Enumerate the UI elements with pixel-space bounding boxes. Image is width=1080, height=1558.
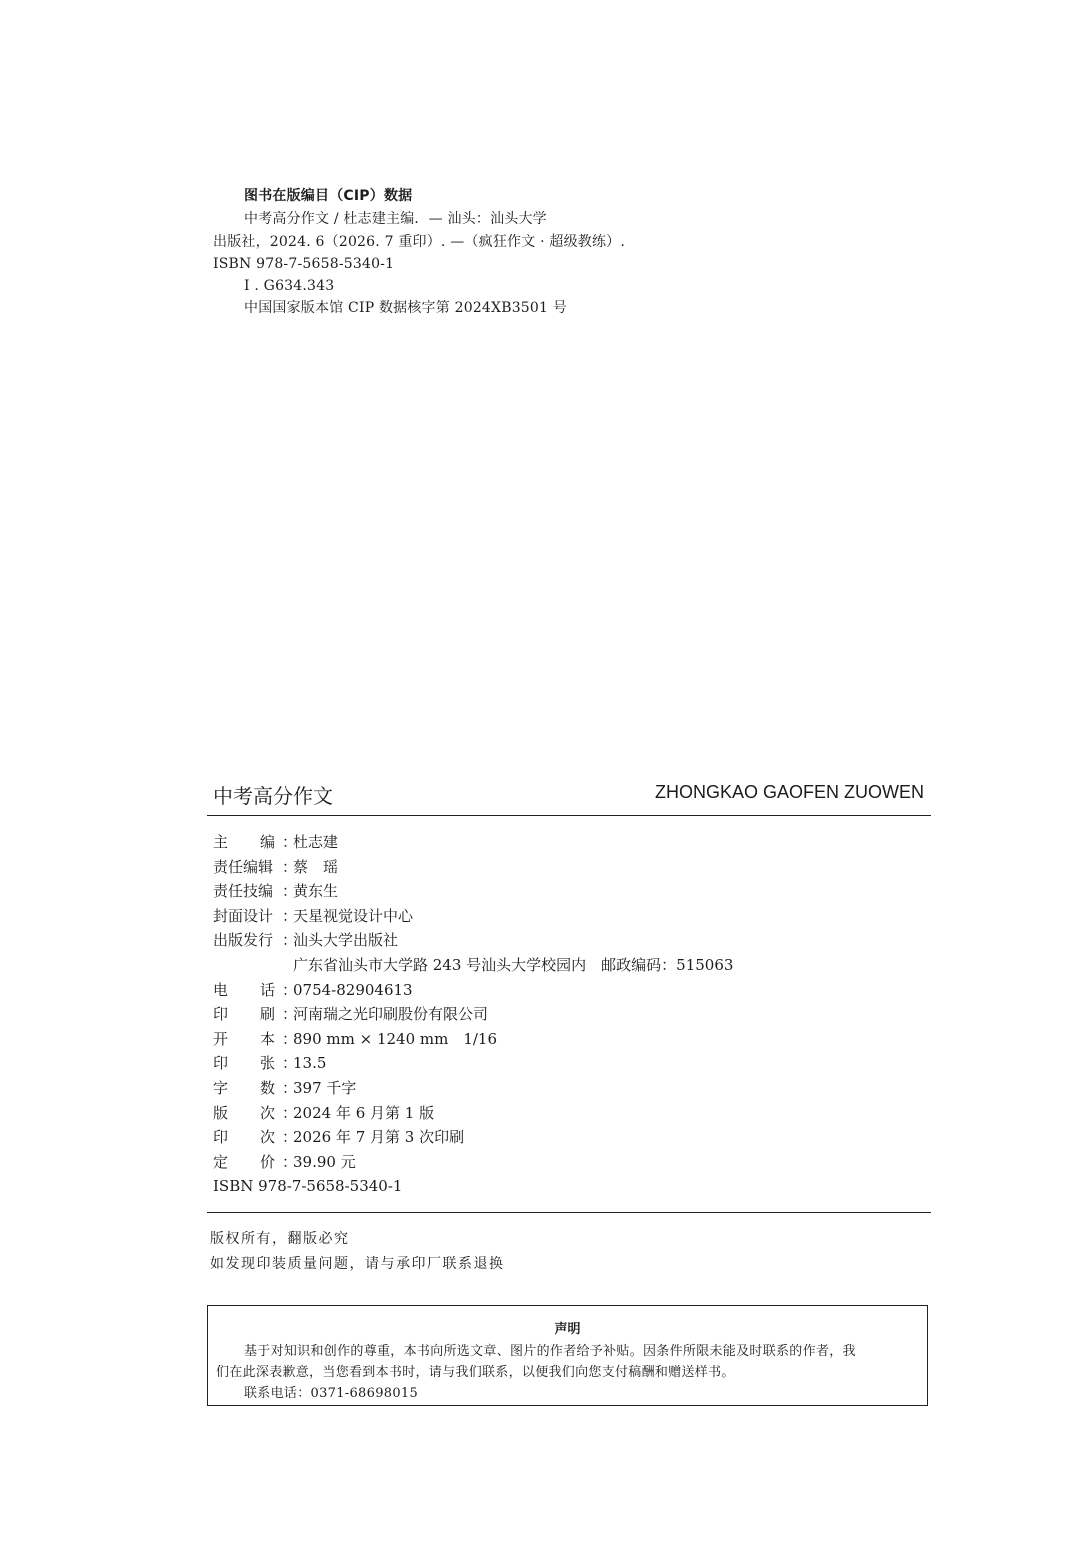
row-printer xyxy=(213,1002,933,1027)
label-sheets-1: 印 xyxy=(213,1054,229,1073)
value-words: 397 千字 xyxy=(293,1078,357,1097)
label-printer-1: 印 xyxy=(213,1005,229,1024)
row-isbn xyxy=(213,1174,933,1199)
label-printing-2: 次 xyxy=(260,1128,276,1147)
label-words-1: 字 xyxy=(213,1078,229,1097)
book-title-en: ZHONGKAO GAOFEN ZUOWEN xyxy=(654,782,924,802)
colon: ： xyxy=(282,1103,298,1122)
value-isbn: ISBN 978-7-5658-5340-1 xyxy=(213,1177,403,1196)
row-address xyxy=(213,953,933,978)
label-technical-editor: 责任技编 xyxy=(213,882,274,901)
label-chief-editor-1: 主 xyxy=(213,833,229,851)
value-responsible-editor: 蔡 瑶 xyxy=(293,857,339,876)
label-format-2: 本 xyxy=(260,1029,276,1048)
value-cover-design: 天星视觉设计中心 xyxy=(293,906,414,925)
copyright-line-2: 如发现印装质量问题，请与承印厂联系退换 xyxy=(210,1256,505,1272)
colon: ： xyxy=(282,906,298,925)
info-divider xyxy=(207,1212,931,1213)
label-price-2: 价 xyxy=(260,1152,276,1171)
label-publisher: 出版发行 xyxy=(213,931,274,950)
row-words xyxy=(213,1076,933,1101)
colon: ： xyxy=(282,882,298,901)
label-chief-editor-2: 编 xyxy=(260,833,276,851)
row-printing xyxy=(213,1125,933,1150)
notice-title: 声明 xyxy=(554,1322,581,1337)
value-printer: 河南瑞之光印刷股份有限公司 xyxy=(293,1005,489,1024)
value-chief-editor: 杜志建 xyxy=(293,833,339,851)
label-words-2: 数 xyxy=(260,1078,276,1097)
value-format: 890 mm × 1240 mm 1/16 xyxy=(293,1029,498,1048)
cip-line-1: 中考高分作文 / 杜志建主编．— 汕头：汕头大学 xyxy=(244,211,547,227)
value-technical-editor: 黄东生 xyxy=(293,882,339,901)
book-title-cn: 中考高分作文 xyxy=(213,784,333,808)
colon: ： xyxy=(282,980,298,999)
row-edition xyxy=(213,1101,933,1126)
notice-line-2: 们在此深表歉意，当您看到本书时，请与我们联系，以便我们向您支付稿酬和赠送样书。 xyxy=(216,1365,735,1380)
row-phone xyxy=(213,978,933,1003)
value-price: 39.90 元 xyxy=(293,1152,356,1171)
colon: ： xyxy=(282,1078,298,1097)
row-chief-editor xyxy=(213,830,933,855)
label-printer-2: 刷 xyxy=(260,1005,276,1024)
notice-contact: 联系电话：0371-68698015 xyxy=(244,1386,419,1401)
label-cover-design: 封面设计 xyxy=(213,906,274,925)
publication-info xyxy=(213,830,933,1199)
colon: ： xyxy=(282,857,298,876)
label-edition-1: 版 xyxy=(213,1103,229,1122)
cip-class: Ⅰ . G634.343 xyxy=(244,278,335,294)
colon: ： xyxy=(282,1054,298,1073)
row-responsible-editor xyxy=(213,855,933,880)
label-phone-1: 电 xyxy=(213,980,229,999)
value-edition: 2024 年 6 月第 1 版 xyxy=(293,1103,435,1122)
label-format-1: 开 xyxy=(213,1029,229,1048)
label-sheets-2: 张 xyxy=(260,1054,276,1073)
colon: ： xyxy=(282,1152,298,1171)
row-technical-editor xyxy=(213,879,933,904)
label-responsible-editor: 责任编辑 xyxy=(213,857,274,876)
cip-line-2: 出版社，2024. 6（2026. 7 重印）. —（疯狂作文 · 超级教练）. xyxy=(213,234,626,250)
value-publisher: 汕头大学出版社 xyxy=(293,931,399,950)
row-publisher xyxy=(213,928,933,953)
value-printing: 2026 年 7 月第 3 次印刷 xyxy=(293,1128,465,1147)
label-edition-2: 次 xyxy=(260,1103,276,1122)
value-address: 广东省汕头市大学路 243 号汕头大学校园内 邮政编码：515063 xyxy=(293,955,734,974)
row-format xyxy=(213,1027,933,1052)
row-price xyxy=(213,1150,933,1175)
colon: ： xyxy=(282,931,298,950)
label-printing-1: 印 xyxy=(213,1128,229,1147)
notice-line-1: 基于对知识和创作的尊重，本书向所选文章、图片的作者给予补贴。因条件所限未能及时联系的作者，我 xyxy=(244,1344,856,1359)
cip-isbn: ISBN 978-7-5658-5340-1 xyxy=(213,256,395,272)
label-phone-2: 话 xyxy=(260,980,276,999)
cip-record: 中国国家版本馆 CIP 数据核字第 2024XB3501 号 xyxy=(244,300,567,316)
colon: ： xyxy=(282,1128,298,1147)
colon: ： xyxy=(282,833,298,851)
row-sheets xyxy=(213,1051,933,1076)
label-price-1: 定 xyxy=(213,1152,229,1171)
notice-box xyxy=(207,1305,928,1406)
value-phone: 0754-82904613 xyxy=(293,980,413,999)
value-sheets: 13.5 xyxy=(293,1054,327,1073)
row-cover-design xyxy=(213,904,933,929)
colon: ： xyxy=(282,1005,298,1024)
colon: ： xyxy=(282,1029,298,1048)
copyright-line-1: 版权所有，翻版必究 xyxy=(210,1231,350,1247)
header-divider xyxy=(207,815,931,816)
cip-title: 图书在版编目（CIP）数据 xyxy=(244,188,413,204)
